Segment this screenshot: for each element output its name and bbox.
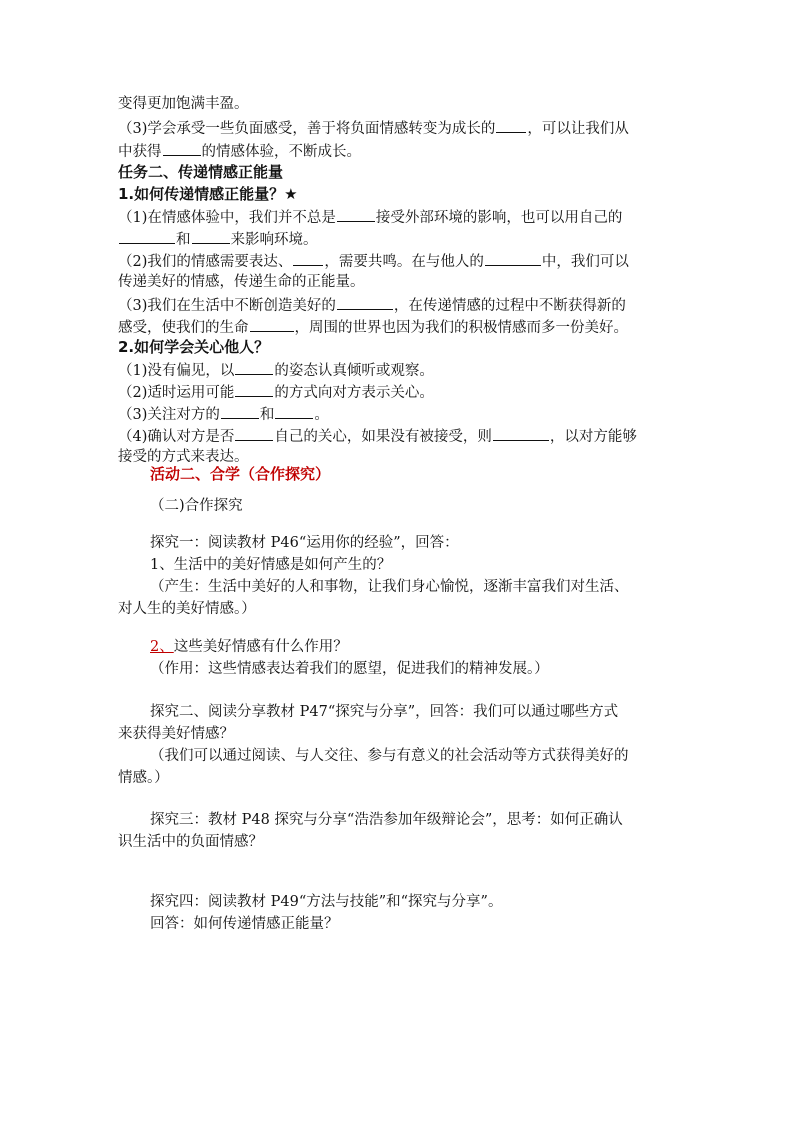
text-line: （我们可以通过阅读、与人交往、参与有意义的社会活动等方式获得美好的 [150,748,629,764]
text: （2)我们的情感需要表达、 [118,254,293,270]
question-number: 2、 [150,639,174,655]
activity-heading: 活动二、合学（合作探究） [150,465,331,483]
text: （3)学会承受一些负面感受，善于将负面情感转变为成长的 [118,121,496,137]
text: （1)在情感体验中，我们并不总是 [118,210,336,226]
text-line [118,117,629,140]
text: ，以对方能够 [549,429,637,445]
fill-blank [119,228,175,244]
fill-blank [235,381,273,397]
text: 接受外部环境的影响，也可以用自己的 [375,210,623,226]
text: 和 [259,407,275,423]
text: （3)我们在生活中不断创造美好的 [118,298,336,314]
fill-blank [235,359,273,375]
section-heading: 任务二、传递情感正能量 [118,163,284,181]
fill-blank [293,250,323,266]
fill-blank [192,228,230,244]
text-line [118,250,629,273]
text: 中，我们可以 [541,254,629,270]
text: 自己的关心，如果没有被接受，则 [274,429,492,445]
text: 来影响环境。 [230,232,318,248]
text-line [118,294,626,317]
text-line [118,403,329,426]
text-line [118,316,628,339]
text: 变得更加饱满丰盈。 [118,96,249,112]
text-line: 对人生的美好情感。） [118,601,256,617]
fill-blank [337,206,375,222]
text-line: （作用：这些情感表达着我们的愿望，促进我们的精神发展。） [150,661,549,677]
question-heading: 2.如何学会关心他人？ [118,338,270,356]
text: 感受，使我们的生命 [118,320,249,336]
text-line [118,381,434,404]
fill-blank [493,425,549,441]
text: ，在传递情感的过程中不断获得新的 [393,298,626,314]
text: 的姿态认真倾听或观察。 [274,363,434,379]
text: 中获得 [118,144,162,160]
text-line: 探究四：阅读教材 P49“方法与技能”和“探究与分享”。 [150,894,503,910]
text-line: 探究二、阅读分享教材 P47“探究与分享”，回答：我们可以通过哪些方式 [150,704,619,720]
text: 传递美好的情感，传递生命的正能量。 [118,274,365,290]
text-line [118,94,249,115]
text-line [118,206,622,229]
text: ，可以让我们从 [527,121,629,137]
text: （1)没有偏见，以 [118,363,235,379]
text-line: 探究三：教材 P48 探究与分享“浩浩参加年级辩论会”，思考：如何正确认 [150,812,623,828]
text-line: 识生活中的负面情感？ [118,834,263,850]
text-line [118,272,365,293]
text-line: 1、生活中的美好情感是如何产生的？ [150,557,392,573]
text-line [118,140,361,163]
subsection-heading: （二)合作探究 [150,498,243,514]
text: （2)适时运用可能 [118,385,235,401]
fill-blank [250,316,294,332]
text-line [118,228,318,251]
text-line: 探究一：阅读教材 P46“运用你的经验”，回答： [150,535,459,551]
text: ，周围的世界也因为我们的积极情感而多一份美好。 [294,320,628,336]
question-heading: 1.如何传递情感正能量？★ [118,185,298,203]
text-line: 情感。） [118,770,169,786]
fill-blank [235,425,273,441]
fill-blank [496,117,526,133]
fill-blank [221,403,259,419]
fill-blank [337,294,393,310]
text: 的情感体验，不断成长。 [201,144,361,160]
text: 接受的方式来表达。 [118,449,249,465]
text: 和 [176,232,191,248]
fill-blank [163,140,201,156]
fill-blank [275,403,313,419]
text: 这些美好情感有什么作用？ [173,639,348,655]
text: （4)确认对方是否 [118,429,235,445]
text: 的方式向对方表示关心。 [274,385,434,401]
text-line: 来获得美好情感？ [118,726,234,742]
text: 。 [314,407,329,423]
text-line [118,425,637,448]
text-line: 回答：如何传递情感正能量？ [150,916,339,932]
text-line: （产生：生活中美好的人和事物，让我们身心愉悦，逐渐丰富我们对生活、 [150,579,629,595]
fill-blank [485,250,541,266]
text: （3)关注对方的 [118,407,220,423]
text: ，需要共鸣。在与他人的 [324,254,484,270]
text-line [118,359,434,382]
text-line [150,637,348,658]
